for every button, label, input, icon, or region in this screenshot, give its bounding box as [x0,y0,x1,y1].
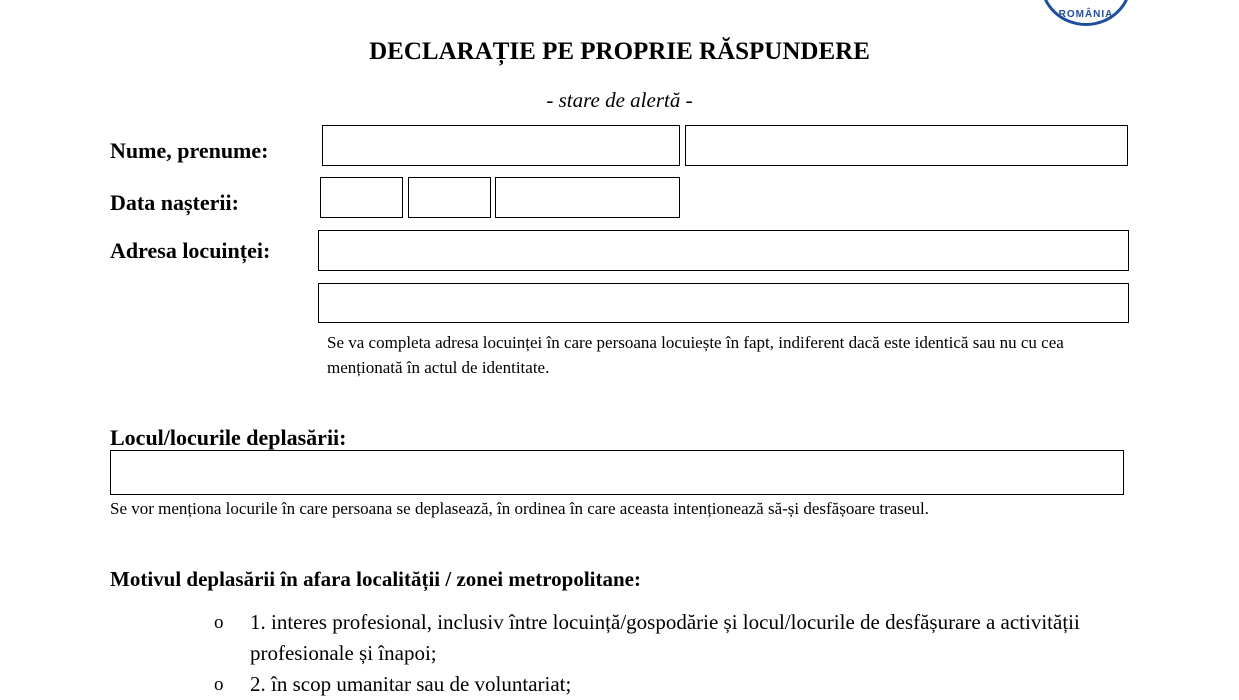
name-label: Nume, prenume: [110,138,269,163]
last-name-input[interactable] [322,125,680,166]
page-subtitle: - stare de alertă - [546,88,693,112]
first-name-input[interactable] [685,125,1128,166]
romania-seal-icon [1040,0,1132,26]
places-note: Se vor menționa locurile în care persoana se deplasează, în ordinea în care aceasta intenționează să-și desfășoare traseul. [110,499,929,518]
radio-option-2[interactable]: o [214,674,224,695]
motive-option-2-label: 2. în scop umanitar sau de voluntariat; [250,672,572,696]
address-line2-input[interactable] [318,283,1129,323]
motive-heading: Motivul deplasării în afara localității / zonei metropolitane: [110,567,641,591]
address-note: Se va completa adresa locuinței în care persoana locuiește în fapt, indiferent dacă este identică sau nu cu cea menționată în actul de identitate. [327,333,1064,377]
places-input[interactable] [110,450,1124,495]
radio-option-1[interactable]: o [214,612,224,633]
motive-option-1-label: 1. interes profesional, inclusiv între locuință/gospodărie și locul/locurile de desfășurare a activității profesionale și înapoi; [250,610,1080,665]
seal-text: ROMÂNIA [1058,9,1114,20]
birthdate-label: Data nașterii: [110,190,239,215]
birth-year-input[interactable] [495,177,680,218]
page-title: DECLARAȚIE PE PROPRIE RĂSPUNDERE [369,38,870,65]
places-label: Locul/locurile deplasării: [110,425,347,450]
address-line1-input[interactable] [318,230,1129,271]
address-label: Adresa locuinței: [110,238,271,263]
birth-day-input[interactable] [320,177,403,218]
birth-month-input[interactable] [408,177,491,218]
